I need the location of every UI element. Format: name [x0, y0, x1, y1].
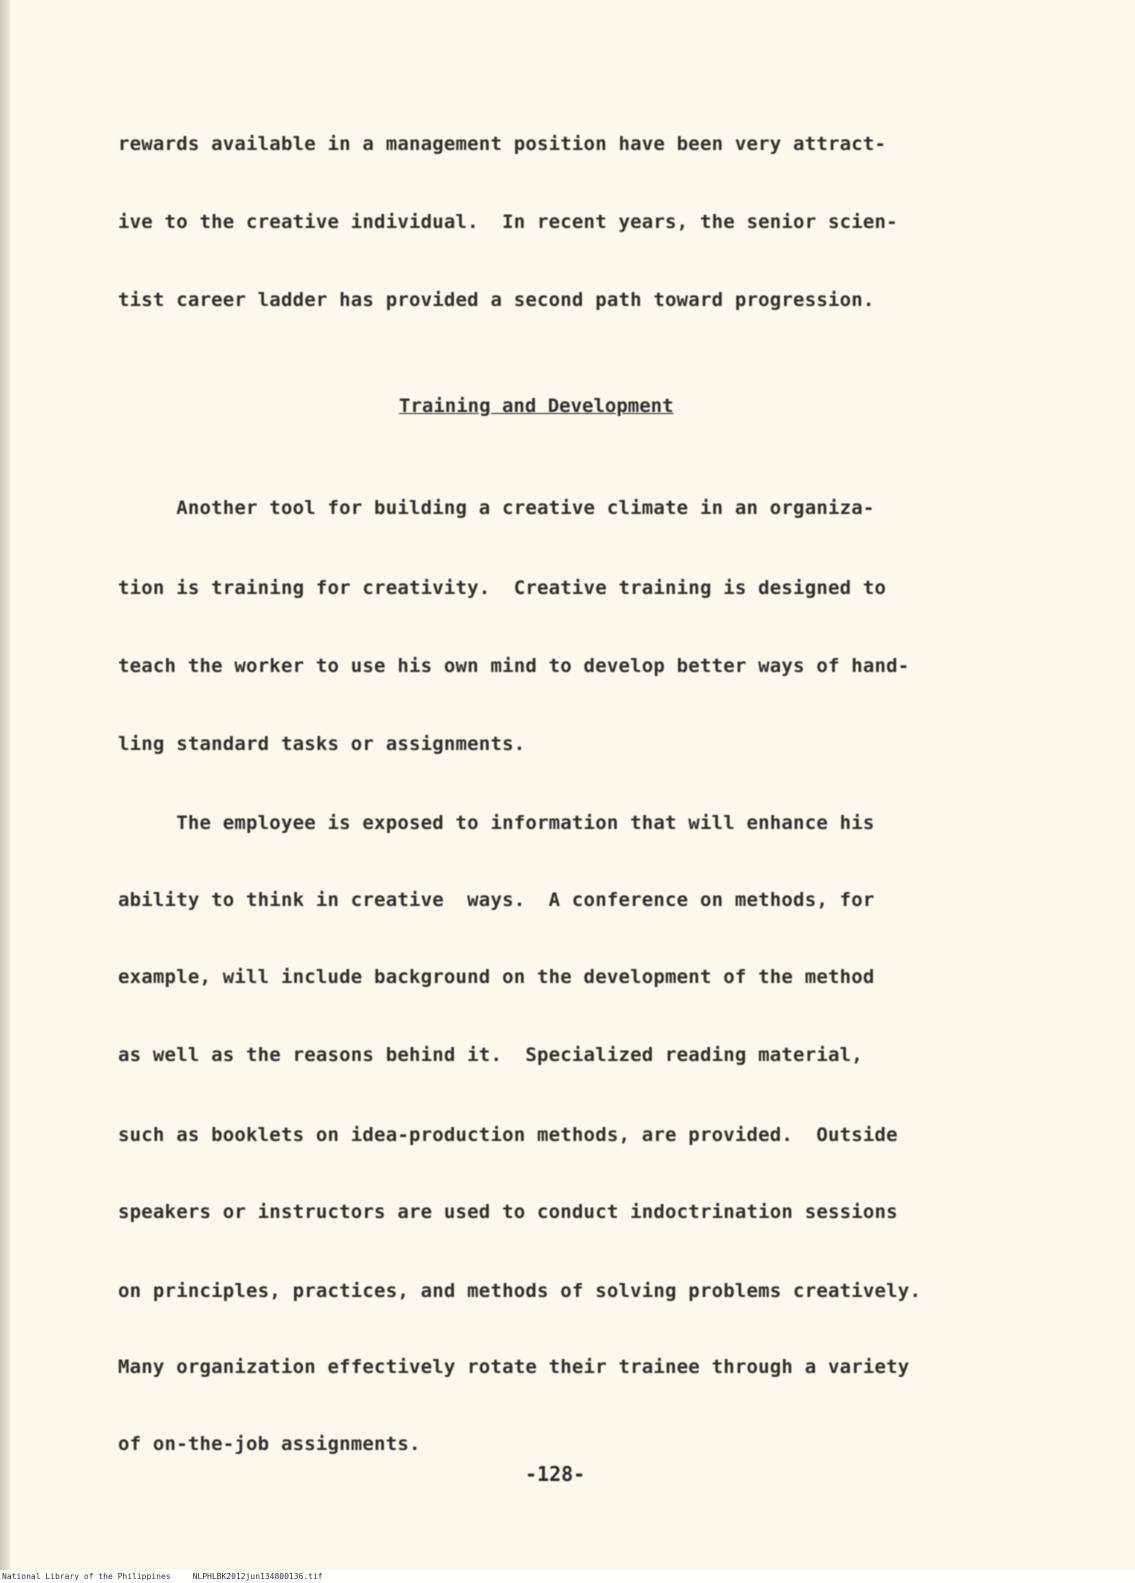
text-line: tion is training for creativity. Creative training is designed to — [118, 577, 887, 599]
text-line: speakers or instructors are used to conduct indoctrination sessions — [118, 1201, 898, 1223]
text-line: such as booklets on idea-production methods, are provided. Outside — [118, 1124, 898, 1146]
text-line: of on-the-job assignments. — [118, 1433, 421, 1455]
scan-edge-shadow — [0, 0, 10, 1583]
text-line: Many organization effectively rotate their trainee through a variety — [118, 1356, 910, 1378]
text-line: Another tool for building a creative climate in an organiza- — [118, 497, 875, 519]
text-line: tist career ladder has provided a second path toward progression. — [118, 289, 875, 311]
text-line: ability to think in creative ways. A conference on methods, for — [118, 889, 875, 911]
text-line: example, will include background on the development of the method — [118, 966, 875, 988]
text-line: on principles, practices, and methods of solving problems creatively. — [118, 1280, 922, 1302]
scan-footer — [0, 1570, 1135, 1583]
text-line: as well as the reasons behind it. Specialized reading material, — [118, 1044, 863, 1066]
footer-library: National Library of the Philippines — [2, 1572, 171, 1581]
text-line: ling standard tasks or assignments. — [118, 733, 526, 755]
text-line: The employee is exposed to information that will enhance his — [118, 812, 875, 834]
footer-filename: NLPHLBK2012jun134800136.tif — [192, 1572, 323, 1581]
text-line: ive to the creative individual. In recent years, the senior scien- — [118, 211, 898, 233]
section-heading: Training and Development — [399, 395, 674, 417]
page-number: -128- — [525, 1462, 586, 1486]
text-line: teach the worker to use his own mind to develop better ways of hand- — [118, 655, 910, 677]
text-line: rewards available in a management position have been very attract- — [118, 133, 887, 155]
